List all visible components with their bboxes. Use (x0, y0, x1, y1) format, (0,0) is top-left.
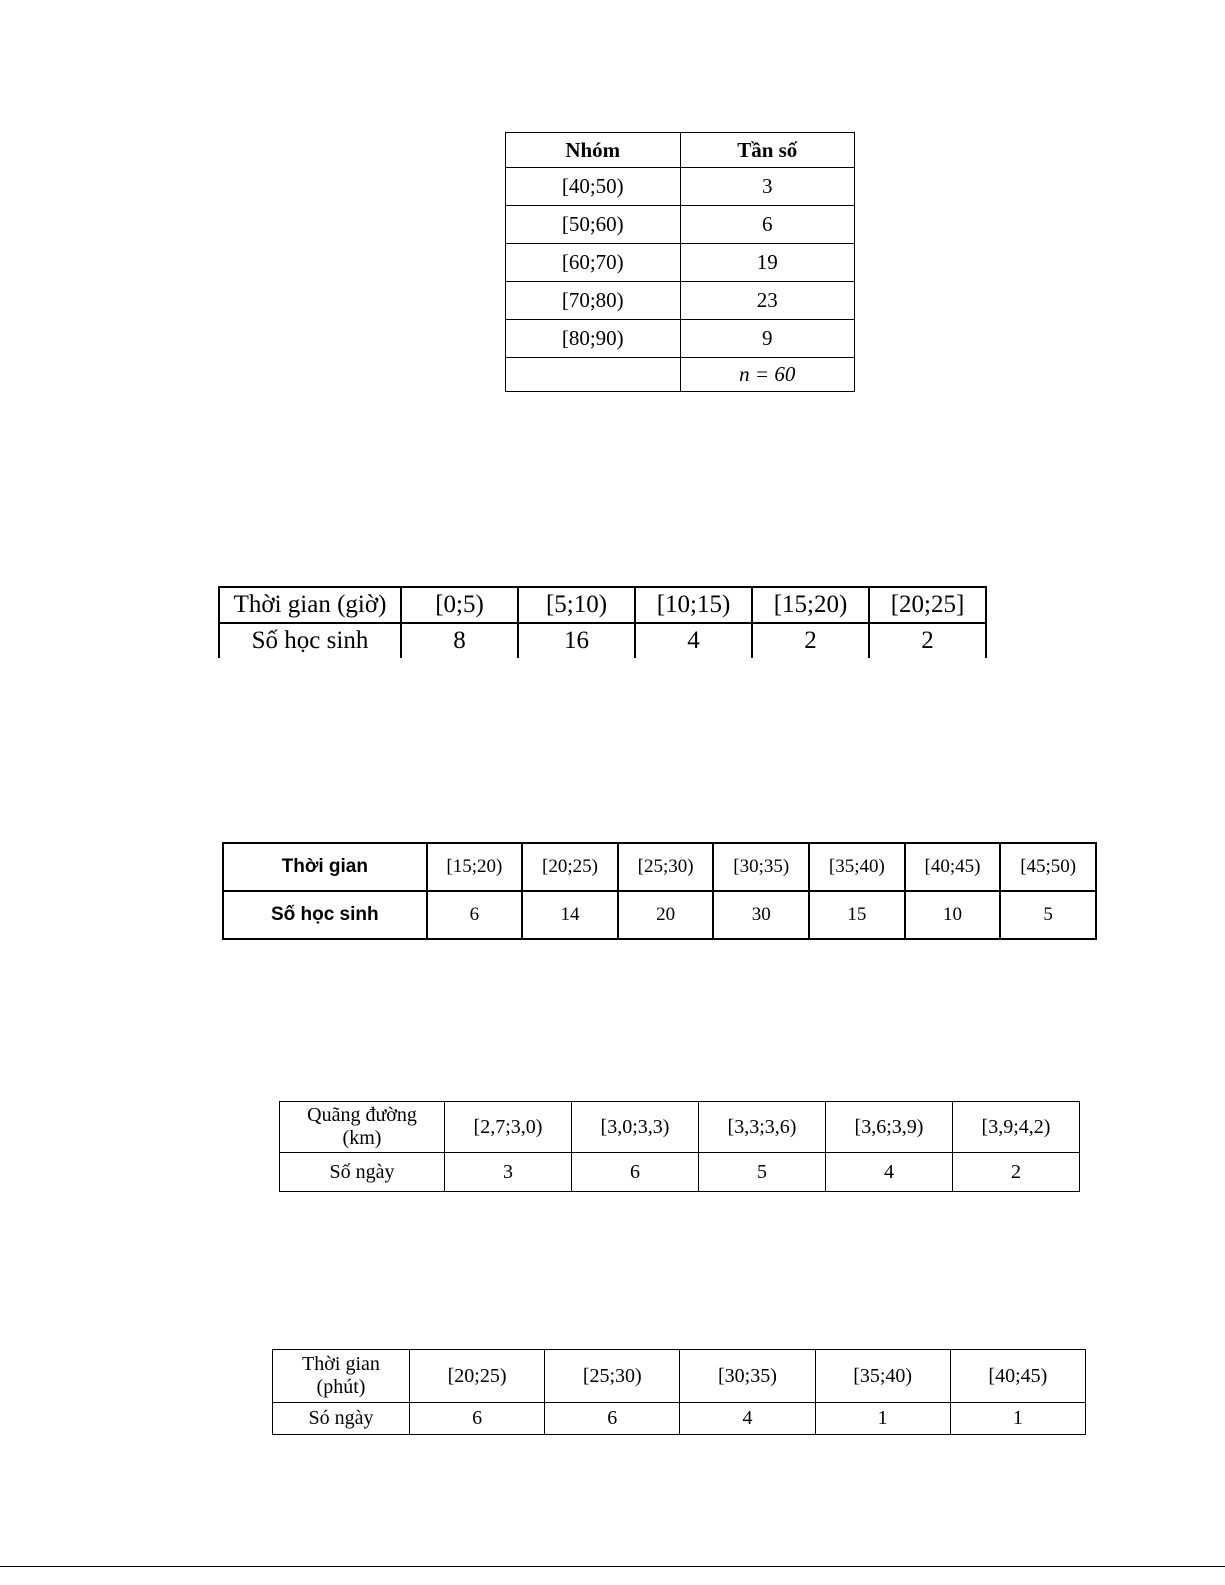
interval-cell: [15;20) (427, 843, 523, 891)
value-cell: 6 (572, 1153, 699, 1192)
interval-cell: [2,7;3,0) (445, 1102, 572, 1153)
value-cell: 14 (522, 891, 618, 939)
row-label (280, 1102, 445, 1153)
group-cell: [60;70) (506, 244, 681, 282)
table-row (223, 891, 1096, 939)
table-row (280, 1102, 1080, 1153)
value-cell: 1 (815, 1403, 950, 1435)
value-cell: 8 (401, 623, 518, 658)
group-cell: [80;90) (506, 320, 681, 358)
interval-cell: [20;25) (522, 843, 618, 891)
table-total-row (506, 358, 855, 392)
value-cell: 16 (518, 623, 635, 658)
interval-cell: [15;20) (752, 587, 869, 623)
value-cell: 6 (427, 891, 523, 939)
interval-cell: [0;5) (401, 587, 518, 623)
page-bottom-divider (0, 1566, 1225, 1567)
table-row (273, 1350, 1086, 1403)
interval-cell: [40;45) (950, 1350, 1085, 1403)
frequency-cell: 6 (680, 206, 855, 244)
table-row (280, 1153, 1080, 1192)
interval-cell: [25;30) (545, 1350, 680, 1403)
distance-days-table (279, 1101, 1080, 1192)
interval-cell: [25;30) (618, 843, 714, 891)
interval-cell: [30;35) (713, 843, 809, 891)
group-cell: [40;50) (506, 168, 681, 206)
interval-cell: [3,3;3,6) (699, 1102, 826, 1153)
interval-cell: [45;50) (1000, 843, 1096, 891)
total-cell: n = 60 (680, 358, 855, 392)
time-students-table (222, 842, 1097, 940)
table-header-row (506, 133, 855, 168)
table-row (506, 320, 855, 358)
value-cell: 5 (699, 1153, 826, 1192)
interval-cell: [40;45) (905, 843, 1001, 891)
interval-cell: [20;25) (410, 1350, 545, 1403)
value-cell: 20 (618, 891, 714, 939)
value-cell: 4 (826, 1153, 953, 1192)
value-cell: 1 (950, 1403, 1085, 1435)
value-cell: 2 (953, 1153, 1080, 1192)
row-label-line1: Quãng đường (307, 1104, 417, 1126)
value-cell: 10 (905, 891, 1001, 939)
value-cell: 5 (1000, 891, 1096, 939)
frequency-cell: 19 (680, 244, 855, 282)
minutes-days-table (272, 1349, 1086, 1435)
empty-cell (506, 358, 681, 392)
table-row (506, 244, 855, 282)
row-label: Số ngày (280, 1153, 445, 1192)
table-row (506, 282, 855, 320)
interval-cell: [3,0;3,3) (572, 1102, 699, 1153)
row-label: Só ngày (273, 1403, 410, 1435)
row-label-line2: (km) (342, 1127, 382, 1149)
row-label-line2: (phút) (316, 1376, 366, 1398)
header-nhom: Nhóm (506, 133, 681, 168)
row-label (273, 1350, 410, 1403)
group-cell: [50;60) (506, 206, 681, 244)
row-label: Số học sinh (219, 623, 401, 658)
value-cell: 4 (680, 1403, 815, 1435)
frequency-cell: 23 (680, 282, 855, 320)
value-cell: 2 (869, 623, 986, 658)
table-row (219, 587, 986, 623)
interval-cell: [30;35) (680, 1350, 815, 1403)
frequency-table-groups (505, 132, 855, 392)
table-row (273, 1403, 1086, 1435)
frequency-cell: 3 (680, 168, 855, 206)
interval-cell: [35;40) (815, 1350, 950, 1403)
row-label: Thời gian (giờ) (219, 587, 401, 623)
row-label: Số học sinh (223, 891, 427, 939)
value-cell: 30 (713, 891, 809, 939)
value-cell: 6 (545, 1403, 680, 1435)
frequency-cell: 9 (680, 320, 855, 358)
value-cell: 2 (752, 623, 869, 658)
study-time-table (218, 586, 987, 658)
value-cell: 4 (635, 623, 752, 658)
row-label: Thời gian (223, 843, 427, 891)
value-cell: 3 (445, 1153, 572, 1192)
table-row (223, 843, 1096, 891)
interval-cell: [3,9;4,2) (953, 1102, 1080, 1153)
interval-cell: [10;15) (635, 587, 752, 623)
value-cell: 6 (410, 1403, 545, 1435)
header-tan-so: Tần số (680, 133, 855, 168)
table-row (506, 206, 855, 244)
table-row (219, 623, 986, 658)
interval-cell: [3,6;3,9) (826, 1102, 953, 1153)
interval-cell: [35;40) (809, 843, 905, 891)
interval-cell: [20;25] (869, 587, 986, 623)
row-label-line1: Thời gian (302, 1353, 380, 1375)
group-cell: [70;80) (506, 282, 681, 320)
interval-cell: [5;10) (518, 587, 635, 623)
value-cell: 15 (809, 891, 905, 939)
table-row (506, 168, 855, 206)
